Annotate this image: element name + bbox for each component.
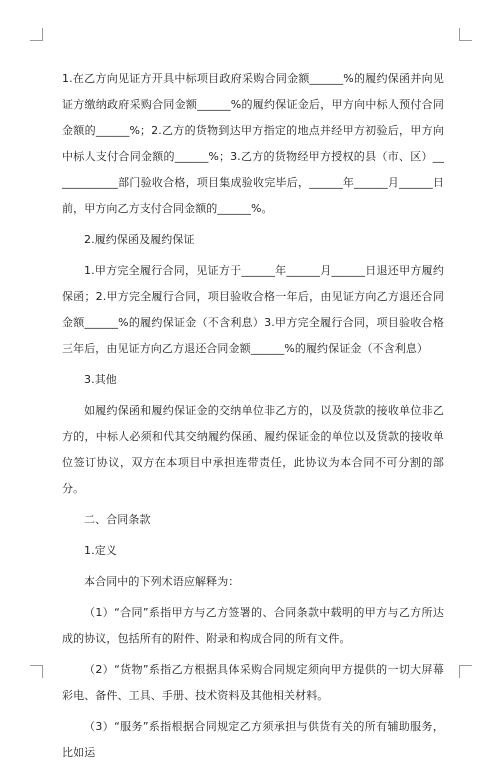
definition-goods: （2）“货物”系指乙方根据具体采购合同规定须向甲方提供的一切大屏幕彩电、备件、工具、手册、技术资料及其他相关材料。 — [62, 663, 444, 702]
document-body — [62, 66, 444, 771]
crop-mark-top-left — [30, 28, 43, 41]
definition-services: （3）“服务”系指根据合同规定乙方须承担与供货有关的所有辅助服务，比如运 — [62, 720, 444, 759]
crop-mark-bottom-left — [30, 665, 43, 678]
section-heading-other: 3.其他 — [84, 373, 117, 386]
paragraph-guarantee-return: 1.甲方完全履行合同，见证方于______年______月______日退还甲方履约保函；2.甲方完全履行合同，项目验收合格一年后，由见证方向乙方退还合同金额______%的履约保证金（不含利息）3.甲方完全履行合同，项目验收合格三年后，由见证方向乙方退还合同金额______%的履约保证金（不含利息） — [62, 264, 444, 355]
paragraph-joint-liability: 如履约保函和履约保证金的交纳单位非乙方的，以及货款的接收单位非乙方的，中标人必须和代其交纳履约保函、履约保证金的单位以及货款的接收单位签订协议，双方在本项目中承担连带责任，此协议为本合同不可分割的部分。 — [62, 404, 444, 495]
section-heading-performance-guarantee: 2.履约保函及履约保证 — [84, 233, 195, 246]
paragraph-payment-terms: 1.在乙方向见证方开具中标项目政府采购合同金额______%的履约保函并向见证方缴纳政府采购合同金额______%的履约保证金后，甲方向中标人预付合同金额的______%；2.乙方的货物到达甲方指定的地点并经甲方初验后，甲方向中标人支付合同金额的______%；3.乙方的货物经甲方授权的县（市、区）____________部门验收合格，项目集成验收完毕后，______年______月______日前，甲方向乙方支付合同金额的______%。 — [62, 72, 444, 215]
crop-mark-top-right — [459, 28, 472, 41]
paragraph-terms-intro: 本合同中的下列术语应解释为： — [84, 575, 240, 588]
definition-contract: （1）“合同”系指甲方与乙方签署的、合同条款中载明的甲方与乙方所达成的协议，包括所有的附件、附录和构成合同的所有文件。 — [62, 606, 444, 645]
section-heading-definitions: 1.定义 — [84, 544, 117, 557]
chapter-heading-contract-terms: 二、合同条款 — [84, 513, 151, 526]
crop-mark-bottom-right — [459, 665, 472, 678]
